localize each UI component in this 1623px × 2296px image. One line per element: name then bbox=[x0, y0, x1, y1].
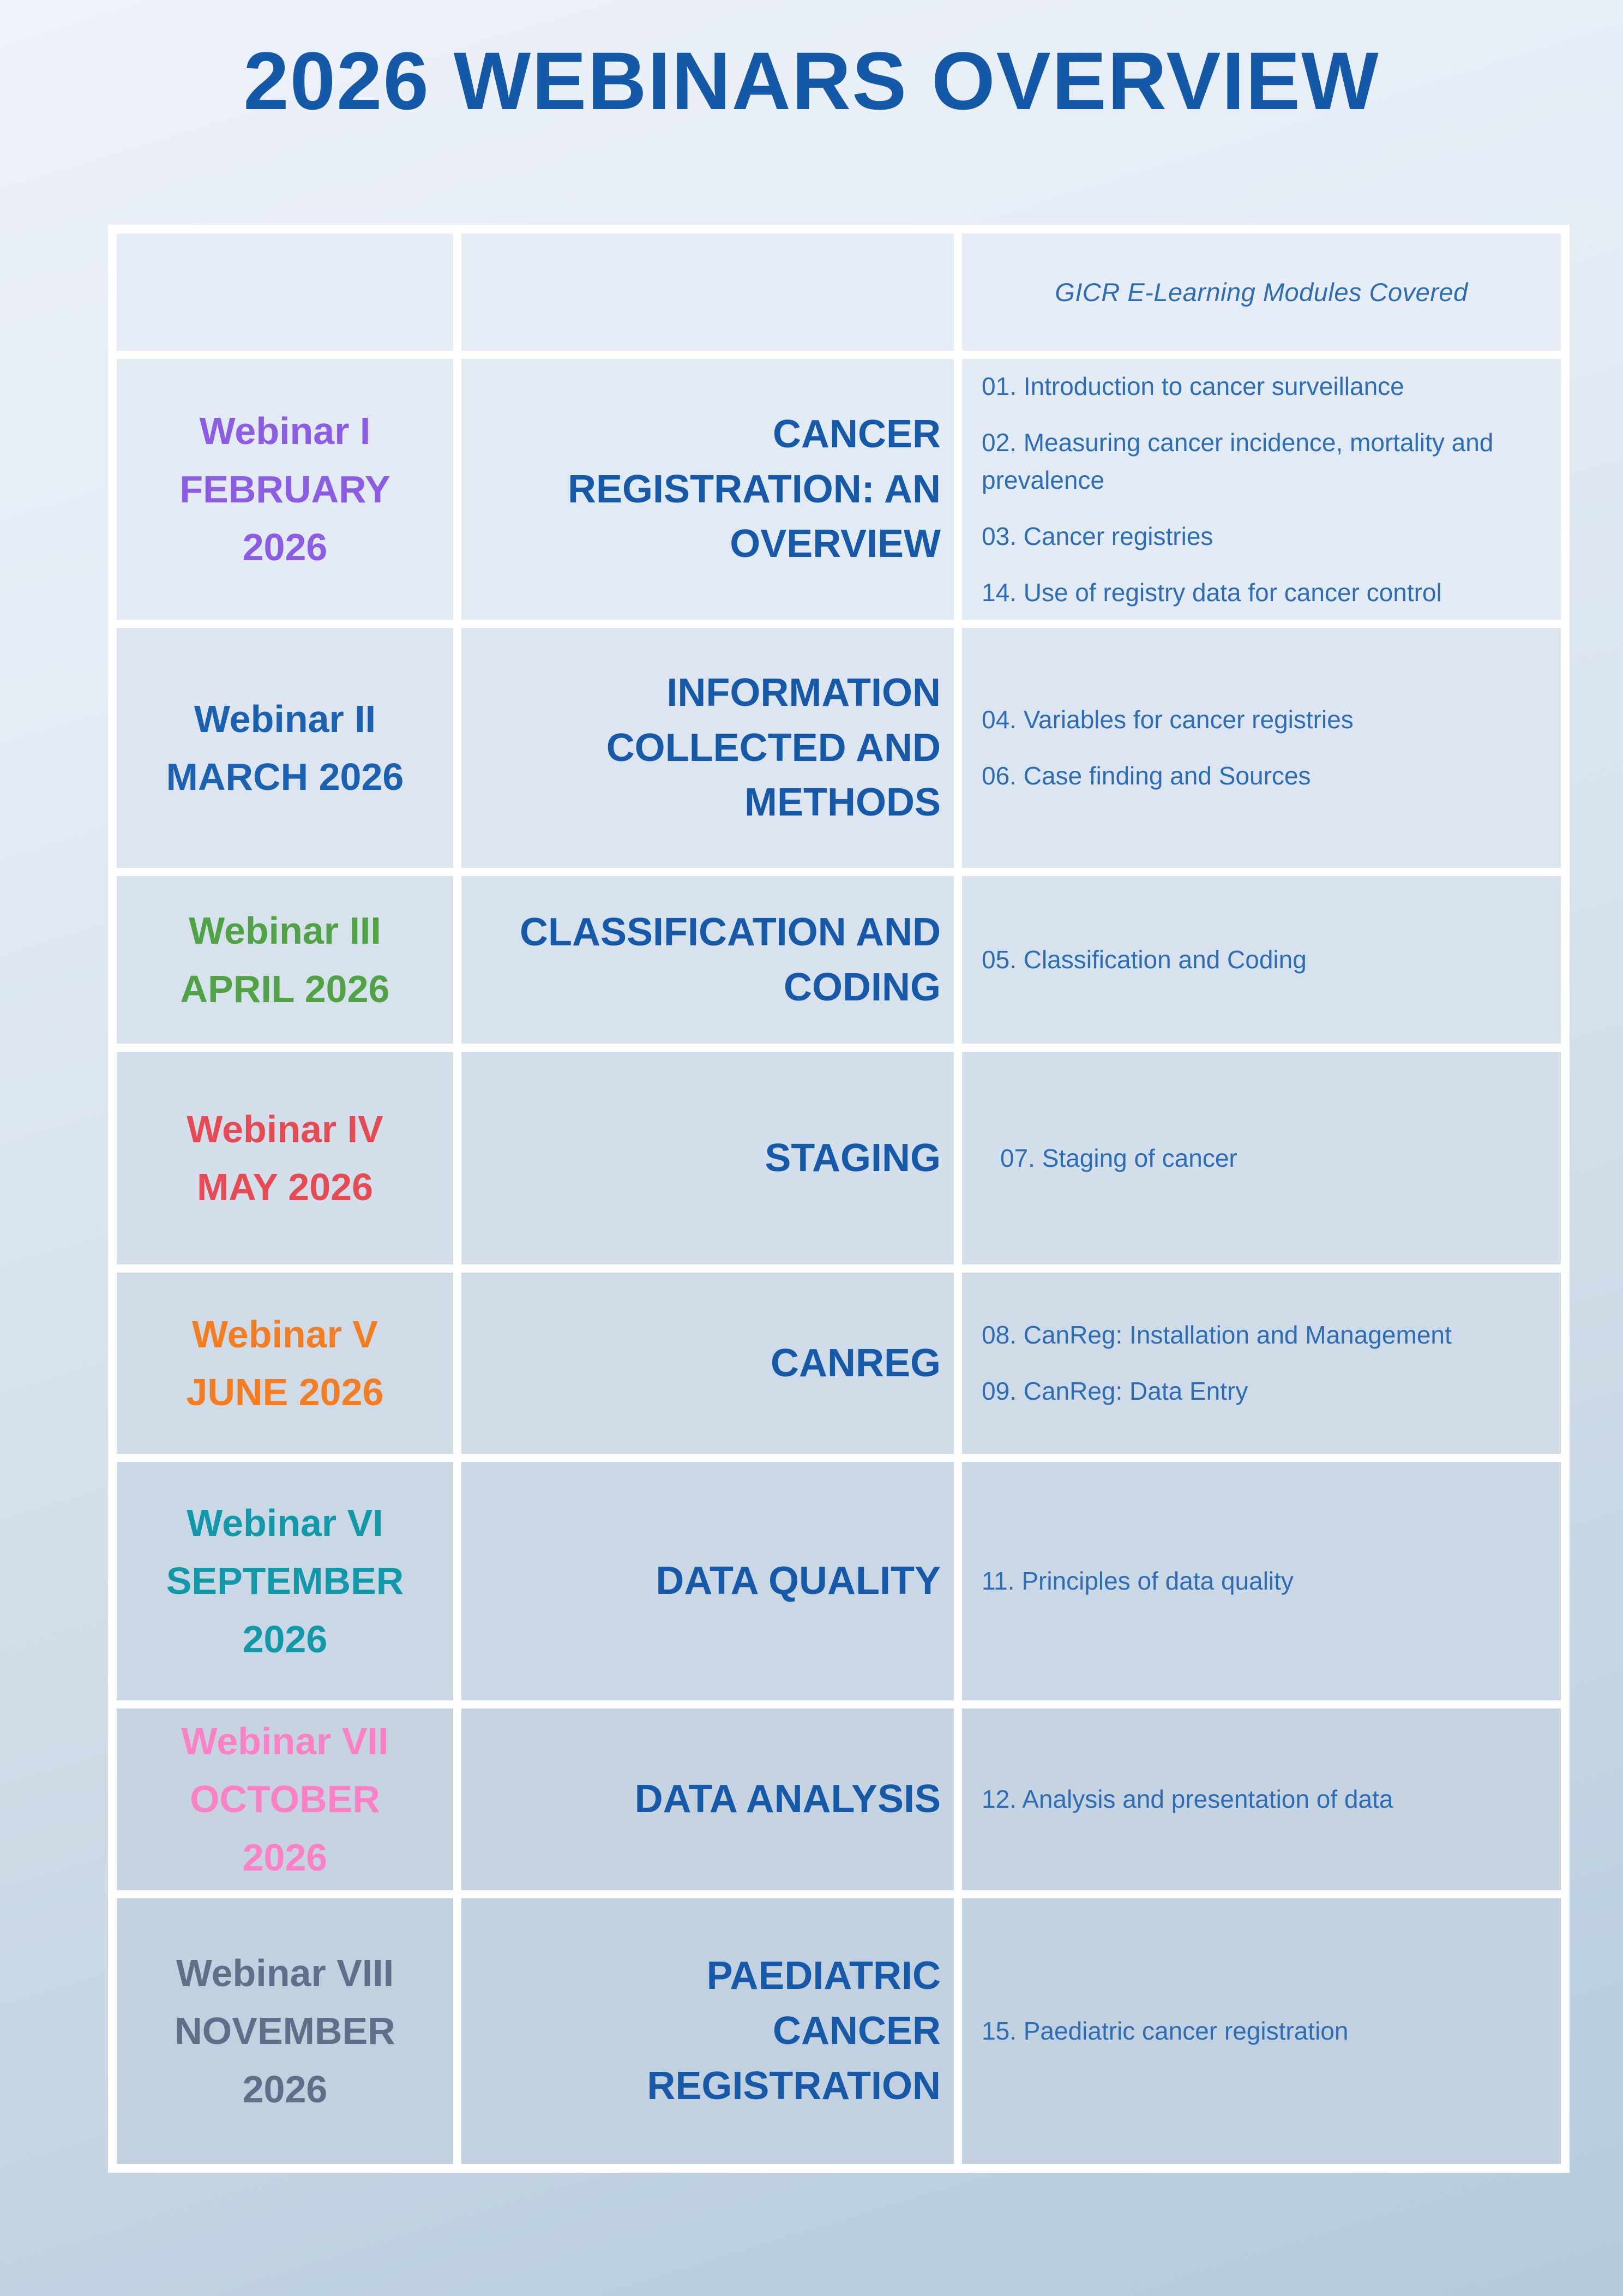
webinar-date-line: 2026 bbox=[242, 1617, 328, 1660]
webinar-name: Webinar VII bbox=[181, 1719, 389, 1763]
webinar-modules-cell bbox=[962, 628, 1561, 868]
webinar-topic-cell bbox=[461, 1273, 954, 1454]
webinar-topic-cell bbox=[461, 1052, 954, 1264]
module-item: 09. CanReg: Data Entry bbox=[982, 1377, 1248, 1405]
webinar-date-line: JUNE 2026 bbox=[186, 1371, 384, 1413]
webinar-date-line: 2026 bbox=[242, 2067, 328, 2111]
webinar-modules-cell bbox=[962, 1708, 1561, 1890]
webinar-date bbox=[182, 1712, 389, 1886]
webinar-modules-cell bbox=[962, 1273, 1561, 1454]
webinar-date-line: OCTOBER bbox=[190, 1778, 380, 1821]
webinar-date bbox=[175, 1944, 395, 2118]
webinar-topic: CLASSIFICATION AND CODING bbox=[520, 910, 941, 1009]
webinar-name: Webinar IV bbox=[187, 1107, 383, 1150]
webinar-modules-cell bbox=[962, 1898, 1561, 2164]
webinar-modules-cell bbox=[962, 876, 1561, 1044]
page-title: 2026 WEBINARS OVERVIEW bbox=[243, 35, 1380, 127]
webinar-name: Webinar VIII bbox=[176, 1951, 394, 1994]
webinar-date-line: 2026 bbox=[242, 1836, 328, 1879]
header-webinar-cell bbox=[117, 233, 453, 351]
webinar-date-line: SEPTEMBER bbox=[166, 1560, 404, 1603]
webinar-topic-cell bbox=[461, 1462, 954, 1700]
webinar-topic: PAEDIATRIC CANCER REGISTRATION bbox=[647, 1954, 941, 2108]
module-item: 12. Analysis and presentation of data bbox=[982, 1785, 1393, 1813]
webinar-name: Webinar III bbox=[189, 909, 381, 952]
module-item: 03. Cancer registries bbox=[982, 521, 1213, 550]
webinar-topic-cell bbox=[461, 359, 954, 620]
webinar-topic: INFORMATION COLLECTED AND METHODS bbox=[606, 670, 941, 825]
webinar-date-cell bbox=[117, 1708, 453, 1890]
webinar-date-line: NOVEMBER bbox=[175, 2010, 395, 2053]
module-item: 15. Paediatric cancer registration bbox=[982, 2017, 1349, 2045]
webinar-topic-cell bbox=[461, 628, 954, 868]
webinar-date-cell bbox=[117, 1273, 453, 1454]
webinar-date-line: MAY 2026 bbox=[196, 1166, 374, 1208]
webinar-date-line: APRIL 2026 bbox=[180, 967, 390, 1010]
module-item: 01. Introduction to cancer surveillance bbox=[982, 371, 1404, 400]
webinar-topic: DATA QUALITY bbox=[656, 1559, 941, 1603]
webinar-date-cell bbox=[117, 359, 453, 620]
webinar-date bbox=[187, 1100, 383, 1216]
webinar-date-cell bbox=[117, 628, 453, 868]
module-item: 06. Case finding and Sources bbox=[982, 762, 1311, 790]
module-item: 07. Staging of cancer bbox=[1000, 1143, 1237, 1172]
webinar-topic-cell bbox=[461, 1898, 954, 2164]
module-item: 11. Principles of data quality bbox=[982, 1567, 1294, 1596]
webinar-date bbox=[166, 1494, 404, 1668]
webinar-date-cell bbox=[117, 1052, 453, 1264]
webinar-date-line: 2026 bbox=[242, 526, 328, 569]
webinar-date-cell bbox=[117, 876, 453, 1044]
webinar-topic: STAGING bbox=[765, 1136, 941, 1180]
schedule-table bbox=[108, 225, 1570, 2173]
webinar-topic-cell bbox=[461, 876, 954, 1044]
webinar-date-cell bbox=[117, 1462, 453, 1700]
header-modules-cell bbox=[962, 233, 1561, 351]
module-item: 14. Use of registry data for cancer control bbox=[982, 578, 1442, 607]
module-item: 05. Classification and Coding bbox=[982, 945, 1307, 974]
webinar-modules-cell bbox=[962, 1462, 1561, 1700]
webinar-name: Webinar V bbox=[191, 1312, 378, 1356]
module-item: 08. CanReg: Installation and Management bbox=[982, 1321, 1452, 1349]
webinar-date bbox=[187, 1305, 384, 1422]
webinar-date bbox=[179, 402, 390, 576]
webinar-date-line: MARCH 2026 bbox=[166, 756, 404, 798]
webinar-name: Webinar I bbox=[199, 410, 371, 453]
webinar-topic: CANREG bbox=[770, 1341, 941, 1385]
modules-header-label: GICR E-Learning Modules Covered bbox=[1055, 278, 1468, 307]
header-topic-cell bbox=[461, 233, 954, 351]
module-item: 02. Measuring cancer incidence, mortality and prevalence bbox=[982, 428, 1494, 494]
webinar-modules-cell bbox=[962, 1052, 1561, 1264]
webinar-date bbox=[166, 690, 404, 806]
webinar-topic: DATA ANALYSIS bbox=[634, 1777, 941, 1821]
webinar-modules-cell bbox=[962, 359, 1561, 620]
webinar-name: Webinar VI bbox=[187, 1501, 383, 1544]
webinar-date-cell bbox=[117, 1898, 453, 2164]
module-item: 04. Variables for cancer registries bbox=[982, 705, 1354, 734]
webinar-topic-cell bbox=[461, 1708, 954, 1890]
webinar-name: Webinar II bbox=[194, 697, 376, 740]
webinar-date bbox=[181, 902, 390, 1018]
webinar-date-line: FEBRUARY bbox=[179, 467, 390, 511]
webinar-topic: CANCER REGISTRATION: AN OVERVIEW bbox=[568, 412, 941, 566]
